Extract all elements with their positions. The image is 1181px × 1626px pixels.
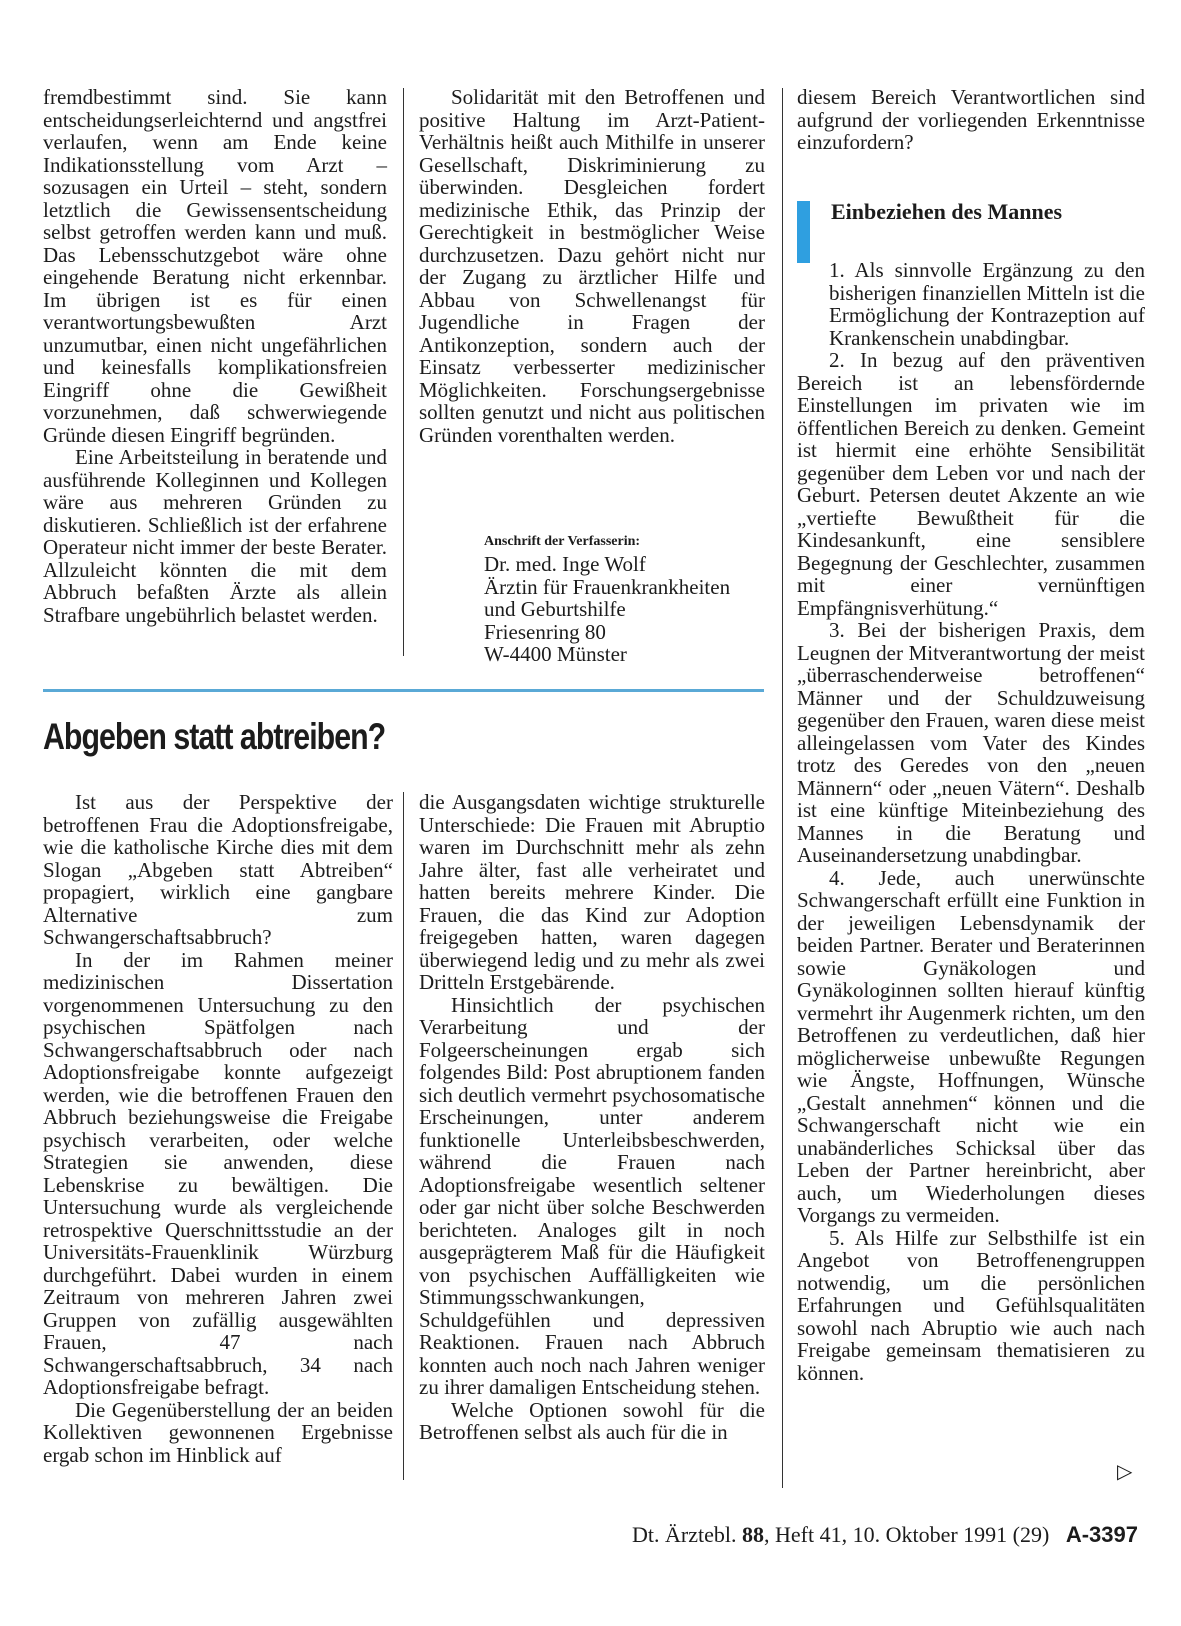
column-divider [403, 88, 404, 656]
page-number: A-3397 [1065, 1522, 1138, 1547]
journal-name: Dt. Ärztebl. [632, 1522, 737, 1547]
article-column-2 [419, 791, 765, 1444]
paragraph: fremdbestimmt sind. Sie kann entscheidungserleichternd und angstfrei verlaufen, wenn am Ende keine Indikationsstellung vom Arzt – sozusagen ein Urteil – steht, sondern letztlich die Gewissensentscheidung selbst getroffen werden kann und muß. Das Lebensschutzgebot wäre ohne eingehende Beratung nicht erkennbar. Im übrigen ist es für einen verantwortungsbewußten Arzt unzumutbar, einen nicht ungefährlichen und keinesfalls komplikationsfreien Eingriff ohne die Gewißheit vorzunehmen, daß schwerwiegende Gründe diesen Eingriff begründen. [43, 85, 387, 447]
paragraph: diesem Bereich Verantwortlichen sind aufgrund der vorliegenden Erkenntnisse einzufordern? [797, 85, 1145, 154]
address-line: Friesenring 80 [484, 619, 606, 644]
page-footer [632, 1522, 1138, 1548]
volume-number: 88 [742, 1522, 764, 1547]
address-label: Anschrift der Verfasserin: [484, 534, 641, 549]
paragraph: Ist aus der Perspektive der betroffenen Frau die Adoptionsfreigabe, wie die katholische Kirche dies mit dem Slogan „Abgeben statt Abtreiben“ propagiert, wirklich eine gangbare Alternative zum Schwangerschaftsabbruch? [43, 790, 393, 949]
article-column-1 [43, 791, 393, 1466]
column-2-text [419, 86, 765, 446]
address-line: W-4400 Münster [484, 642, 627, 666]
issue-info: , Heft 41, 10. Oktober 1991 (29) [764, 1522, 1050, 1547]
list-paragraph: 3. Bei der bisherigen Praxis, dem Leugnen der Mitverantwortung der meist „überraschenderweise betroffenen“ Männer und der Schuldzuweisung gegenüber den Frauen, waren diese meist alleingelassen vom Vater des Kindes trotz des Geredes von den „neuen Männern“ oder „neuen Vätern“. Deshalb ist eine künftige Miteinbeziehung des Mannes in die Beratung und Auseinandersetzung unabdingbar. [797, 618, 1145, 867]
address-line: Ärztin für Frauenkrankheiten [484, 574, 731, 599]
list-paragraph: 2. In bezug auf den präventiven Bereich ist an lebensfördernde Einstellungen im privaten wie im öffentlichen Bereich zu denken. Gemeint ist hiermit eine erhöhte Sensibilität gegenüber dem Leben vor und nach der Geburt. Petersen deutet Akzente an wie „vertiefte Bewußtheit für die Kindesankunft, eine sensiblere Begegnung der Geschlechter, zusammen mit einer vernünftigen Empfängnisverhütung.“ [797, 348, 1145, 620]
list-paragraph: 1. Als sinnvolle Ergänzung zu den bisherigen finanziellen Mitteln ist die Ermöglichung der Kontrazeption auf Krankenschein unabdingbar. [829, 258, 1145, 350]
paragraph: die Ausgangsdaten wichtige strukturelle Unterschiede: Die Frauen mit Abruptio waren im Durchschnitt mehr als zehn Jahre älter, fast alle verheiratet und hatten bereits mehrere Kinder. Die Frauen, die das Kind zur Adoption freigegeben hatten, waren dagegen überwiegend ledig und zu mehr als zwei Dritteln Erstgebärende. [419, 790, 765, 994]
list-paragraph: 4. Jede, auch unerwünschte Schwangerschaft erfüllt eine Funktion in der jeweiligen Lebensdynamik der beiden Partner. Berater und Beraterinnen sowie Gynäkologen und Gynäkologinnen sollten hierauf künftig vermehrt ihr Augenmerk richten, um den Betroffenen zu verdeutlichen, daß hier möglicherweise unbewußte Regungen wie Ängste, Hoffnungen, Wünsche „Gestalt annehmen“ können und die Schwangerschaft nicht wie ein unabänderliches Schicksal über das Leben der Partner hereinbricht, aber auch, um Wiederholungen dieses Vorgangs zu vermeiden. [797, 865, 1145, 1227]
column-divider [782, 88, 783, 1488]
paragraph: Hinsichtlich der psychischen Verarbeitung und der Folgeerscheinungen ergab sich folgendes Bild: Post abruptionem fanden sich deutlich vermehrt psychosomatische Erscheinungen, unter anderem funktionelle Unterleibsbeschwerden, während die Frauen nach Adoptionsfreigabe wesentlich seltener oder gar nicht über solche Beschwerden berichteten. Analoges gilt in noch ausgeprägterem Maß für die Häufigkeit von psychischen Auffälligkeiten wie Stimmungsschwankungen, Schuldgefühlen und depressiven Reaktionen. Frauen nach Abbruch konnten auch noch nach Jahren weniger zu ihrer damaligen Entscheidung stehen. [419, 992, 765, 1399]
sidebar-text [797, 259, 1145, 1384]
list-paragraph: 5. Als Hilfe zur Selbsthilfe ist ein Angebot von Betroffenengruppen notwendig, um die persönlichen Erfahrungen und Gefühlsqualitäten sowohl nach Abruptio wie auch nach Freigabe gemeinsam thematisieren zu können. [797, 1225, 1145, 1385]
paragraph: Eine Arbeitsteilung in beratende und ausführende Kolleginnen und Kollegen wäre aus mehreren Gründen zu diskutieren. Schließlich ist der erfahrene Operateur nicht immer der beste Berater. Allzuleicht könnten die mit dem Abbruch befaßten Ärzte als allein Strafbare ungebührlich belastet werden. [43, 445, 387, 627]
address-line: und Geburtshilfe [484, 597, 626, 621]
column-1-text [43, 86, 387, 626]
column-3-text [797, 86, 1145, 154]
author-address [484, 533, 784, 666]
article-headline: Abgeben statt abtreiben? [43, 716, 386, 757]
accent-bar [797, 201, 810, 263]
address-line: Dr. med. Inge Wolf [484, 552, 646, 576]
paragraph: Welche Optionen sowohl für die Betroffenen selbst als auch für die in [419, 1397, 765, 1444]
paragraph: Solidarität mit den Betroffenen und positive Haltung im Arzt-Patient-Verhältnis heißt auch Mithilfe in unserer Gesellschaft, Diskriminierung zu überwinden. Desgleichen fordert medizinische Ethik, das Prinzip der Gerechtigkeit in bestmöglicher Weise durchzusetzen. Dazu gehört nicht nur der Zugang zu ärztlicher Hilfe und Abbau von Schwellenangst für Jugendliche in Fragen der Antikonzeption, sondern auch der Einsatz verbesserter medizinischer Möglichkeiten. Forschungsergebnisse sollten genutzt und nicht aus politischen Gründen vorenthalten werden. [419, 85, 765, 447]
column-divider [403, 792, 404, 1480]
section-divider [43, 689, 764, 692]
continue-arrow-icon: ▷ [1117, 1461, 1133, 1483]
paragraph: In der im Rahmen meiner medizinischen Dissertation vorgenommenen Untersuchung zu den psychischen Spätfolgen nach Schwangerschaftsabbruch oder nach Adoptionsfreigabe konnte aufgezeigt werden, wie die betroffenen Frauen den Abbruch beziehungsweise die Freigabe psychisch verarbeiten, oder welche Strategien sie anwenden, diese Lebenskrise zu bewältigen. Die Untersuchung wurde als vergleichende retrospektive Querschnittsstudie an der Universitäts-Frauenklinik Würzburg durchgeführt. Dabei wurden in einem Zeitraum von mehreren Jahren zwei Gruppen von zufällig ausgewählten Frauen, 47 nach Schwangerschaftsabbruch, 34 nach Adoptionsfreigabe befragt. [43, 947, 393, 1399]
paragraph: Die Gegenüberstellung der an beiden Kollektiven gewonnenen Ergebnisse ergab schon im Hinblick auf [43, 1397, 393, 1467]
section-heading: Einbeziehen des Mannes [831, 199, 1063, 224]
